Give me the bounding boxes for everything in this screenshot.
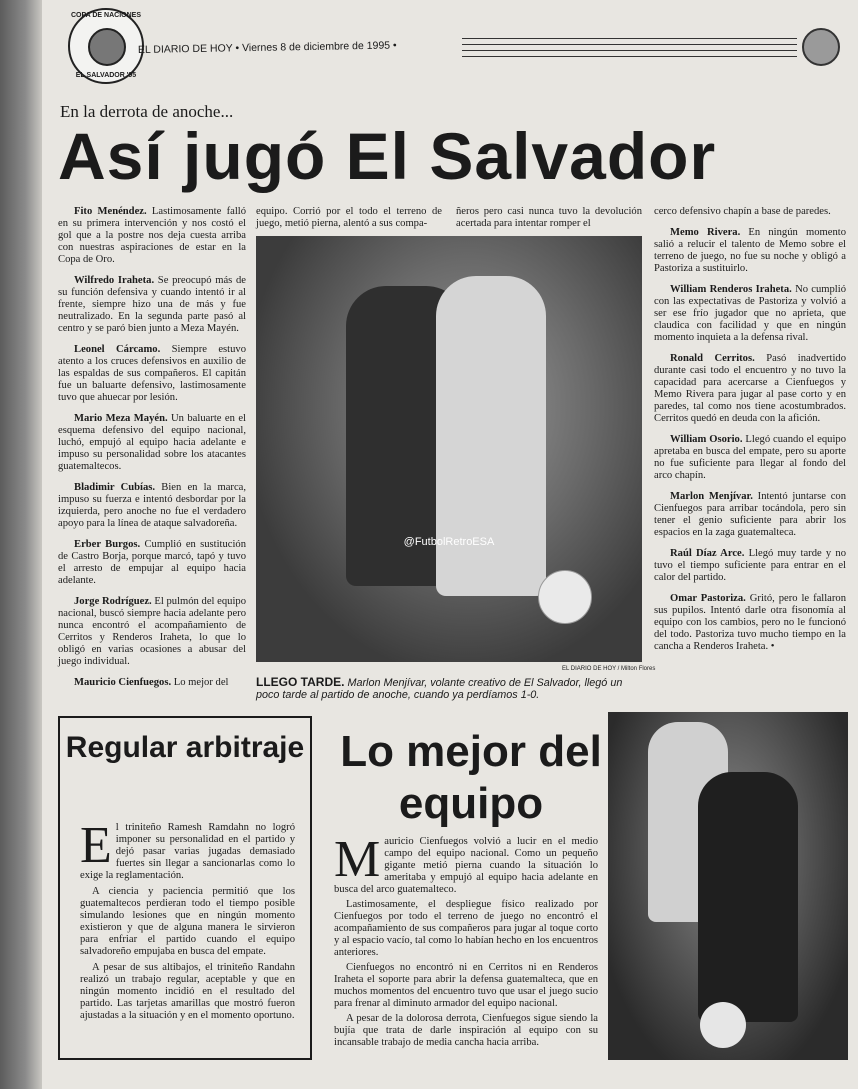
player-text: Intentó juntarse con Cienfuegos para arribar tocándola, pero sin tener el genio suficiente para abrir los espacios en la zaga guatemalteca. [654, 491, 846, 538]
player-name: William Renderos Iraheta. [670, 284, 792, 295]
article-paragraph [80, 886, 295, 958]
player-name: Raúl Díaz Arce. [670, 548, 745, 559]
article-paragraph [334, 962, 598, 1010]
player-text: Llegó muy tarde y no tuvo el tiempo suficiente para entrar en el calor del partido. [654, 548, 846, 583]
player-name: Memo Rivera. [670, 227, 741, 238]
photo-watermark: @FutbolRetroESA [403, 536, 495, 548]
logo-bottom-text: EL SALVADOR '95 [75, 72, 137, 79]
logo-top-text: COPA DE NACIONES [70, 12, 141, 19]
page-gutter [0, 0, 42, 1089]
player-name: Bladimir Cubías. [74, 482, 156, 493]
photo-caption [256, 676, 642, 701]
paragraph-text: A pesar de la dolorosa derrota, Cienfuegos sigue siendo la bujía que trata de darle inspiración al equipo con su incansable trabajo de media cancha hacia arriba. [334, 1013, 598, 1048]
player-name: Fito Menéndez. [74, 206, 147, 217]
match-photo [256, 236, 642, 662]
player-text: Lastimosamente falló en su primera intervención y nos costó el gol que a la postre nos deja cuesta arriba con nuestras aspiraciones de estar en la Copa de Oro. [58, 206, 246, 265]
column-text: equipo. Corrió por el todo el terreno de juego, metió pierna, alentó a sus compa- [256, 206, 442, 229]
player-text: Bien en la marca, impuso su fuerza e intentó desbordar por la izquierda, pero anoche no fue el verdadero apoyo para la línea de ataque salvadoreña. [58, 482, 246, 529]
player-name: Ronald Cerritos. [670, 353, 755, 364]
player-text: Siempre estuvo atento a los cruces defensivos en auxilio de las espaldas de sus compañeros. El capitán fue un baluarte defensivo, lastimosamente tuvo que ahuecar por lesión. [58, 344, 246, 403]
player-text: Se preocupó más de su función defensiva y cuando intentó ir al frente, siempre hizo una de más y fue neutralizado. En la segunda parte pasó al centro y se paró bien junto a Meza Mayén. [58, 275, 246, 334]
player-paragraph [58, 344, 246, 404]
caption-text: Marlon Menjívar, volante creativo de El Salvador, llegó un poco tarde al partido de anoche, cuando ya perdíamos 1-0. [256, 677, 623, 701]
column-3-top [456, 206, 642, 239]
article-headline: Lo mejor del equipo [340, 727, 602, 828]
column-2-top [256, 206, 442, 239]
player-paragraph [58, 482, 246, 530]
copa-naciones-logo [68, 8, 144, 84]
player-name: Erber Burgos. [74, 539, 141, 550]
player-text: El pulmón del equipo nacional, buscó siempre hacia adelante pero nunca encontró el acompañamiento de Cerritos y Renderos Iraheta, lo que lo obligó en varias ocasiones a abusar del juego individual. [58, 596, 246, 667]
player-text: Gritó, pero le fallaron sus pupilos. Intentó darle otra fisonomía al equipo con los cambios, pero no le funcionó del todo. Pastoriza tuvo mucho tiempo en la cancha a Renderos Iraheta. • [654, 593, 847, 652]
player-name: Jorge Rodríguez. [74, 596, 152, 607]
soccer-ball-icon [88, 28, 126, 66]
header-rule [462, 50, 797, 51]
player-text: Lo mejor del [171, 677, 229, 688]
drop-cap: M [334, 831, 381, 888]
player-paragraph [58, 206, 246, 266]
soccer-ball-icon [700, 1002, 746, 1048]
player-paragraph [58, 539, 246, 587]
player-name: Wilfredo Iraheta. [74, 275, 155, 286]
player-guatemala-figure [436, 276, 546, 596]
player-text: Llegó cuando el equipo apretaba en busca del empate, pero su aporte no fue suficiente para llegar al fondo del arco chapín. [654, 434, 846, 481]
player-text: Cumplió en sustitución de Castro Borja, porque marcó, tapó y tuvo el arresto de empujar al equipo hacia adelante. [58, 539, 247, 586]
drop-cap: E [80, 817, 112, 874]
player-paragraph [58, 596, 246, 668]
player-paragraph [654, 593, 846, 653]
player-paragraph [58, 677, 246, 689]
player-paragraph [58, 413, 246, 473]
player-paragraph [654, 491, 846, 539]
column-4 [654, 206, 846, 662]
player-name: Omar Pastoriza. [670, 593, 746, 604]
box-body [80, 817, 295, 1026]
paragraph-text: l triniteño Ramesh Ramdahn no logró imponer su personalidad en el partido y dejó pasar varias jugadas demasiado fuertes sin llegar a sancionarlas como lo exige la reglamentación. [80, 822, 295, 881]
player-salvador-figure [698, 772, 798, 1022]
player-text: Pasó inadvertido durante casi todo el encuentro y no tuvo la capacidad para acercarse a Cienfuegos y Memo Rivera para jugar al pase corto y en paredes, tal como nos tiene acostumbrados. Cerritos quedó en deuda con la afición. [654, 353, 846, 424]
main-headline: Así jugó El Salvador [58, 119, 717, 193]
header-rule [462, 44, 797, 45]
article-body [334, 831, 598, 1052]
player-text: No cumplió con las expectativas de Pastoriza y volvió a ser ese frío jugador que no aprieta, que claudica con facilidad y que en ningún momento inquieta a la defensa rival. [654, 284, 846, 343]
article-paragraph [334, 1013, 598, 1049]
player-text: Un baluarte en el esquema defensivo del equipo nacional, luchó, empujó al equipo hacia adelante e impuso su personalidad sobre los atacantes guatemaltecos. [58, 413, 246, 472]
column-1 [58, 206, 246, 698]
article-paragraph [334, 831, 598, 896]
article-paragraph [80, 817, 295, 882]
paragraph-text: auricio Cienfuegos volvió a lucir en el medio campo del equipo nacional. Como un pequeño gigante metió pierna cuando la situación lo ameritaba y empujó al equipo hacia adelante en busca del arco guatemalteco. [334, 836, 598, 895]
paragraph-text: Lastimosamente, el despliegue físico realizado por Cienfuegos por todo el terreno de juego no encontró el acompañamiento de sus compañeros para jugar al toque corto y al espacio vacío, tal como lo habían hecho en los encuentros anteriores. [334, 899, 598, 958]
player-text: cerco defensivo chapín a base de paredes. [654, 206, 831, 217]
player-paragraph [654, 227, 846, 275]
player-paragraph [654, 284, 846, 344]
player-text: En ningún momento salió a relucir el talento de Memo sobre el terreno de juego, no fue su noche y obligó a Pastoriza a sustituirlo. [654, 227, 846, 274]
column-text: ñeros pero casi nunca tuvo la devolución acertada para intentar romper el [456, 206, 642, 229]
player-name: Mauricio Cienfuegos. [74, 677, 172, 688]
box-title: Regular arbitraje [65, 731, 305, 764]
dateline: EL DIARIO DE HOY • Viernes 8 de diciembre de 1995 • [137, 39, 397, 56]
caption-lead: LLEGO TARDE. [256, 675, 345, 689]
player-paragraph [654, 434, 846, 482]
player-name: Marlon Menjívar. [670, 491, 753, 502]
paragraph-text: Cienfuegos no encontró ni en Cerritos ni en Renderos Iraheta el soporte para abrir la defensa guatemalteca, que en muchos momentos del encuentro tuvo que usar el juego sucio para frenar al diminuto armador del equipo nacional. [334, 962, 598, 1009]
kicker: En la derrota de anoche... [60, 102, 234, 121]
soccer-ball-icon [538, 570, 592, 624]
sidebar-box [58, 716, 312, 1060]
player-paragraph [654, 353, 846, 425]
paragraph-text: A ciencia y paciencia permitió que los guatemaltecos perdieran todo el tiempo posible simulando lesiones que en ningún momento existieron y que de alguna manera le sirvieron para enfriar el partido cuando el equipo salvadoreño empujaba en busca del empate. [80, 886, 295, 957]
header-rule [462, 38, 797, 39]
article-paragraph [334, 899, 598, 959]
player-name: Leonel Cárcamo. [74, 344, 161, 355]
player-name: Mario Meza Mayén. [74, 413, 168, 424]
article-paragraph [80, 962, 295, 1022]
soccer-ball-icon [802, 28, 840, 66]
player-name: William Osorio. [670, 434, 743, 445]
paragraph-text: A pesar de sus altibajos, el triniteño Randahn realizó un trabajo regular, aceptable y que en ningún momento incidió en el resultado del partido. Las tarjetas amarillas que mostró fueron ajustadas a la situación y en el momento oportuno. [80, 962, 295, 1021]
newspaper-page [42, 0, 858, 1089]
photo-credit: EL DIARIO DE HOY / Milton Flores [562, 666, 656, 672]
header-rule [462, 56, 797, 57]
player-paragraph [654, 548, 846, 584]
player-paragraph [654, 206, 846, 218]
player-paragraph [58, 275, 246, 335]
player-photo [608, 712, 848, 1060]
